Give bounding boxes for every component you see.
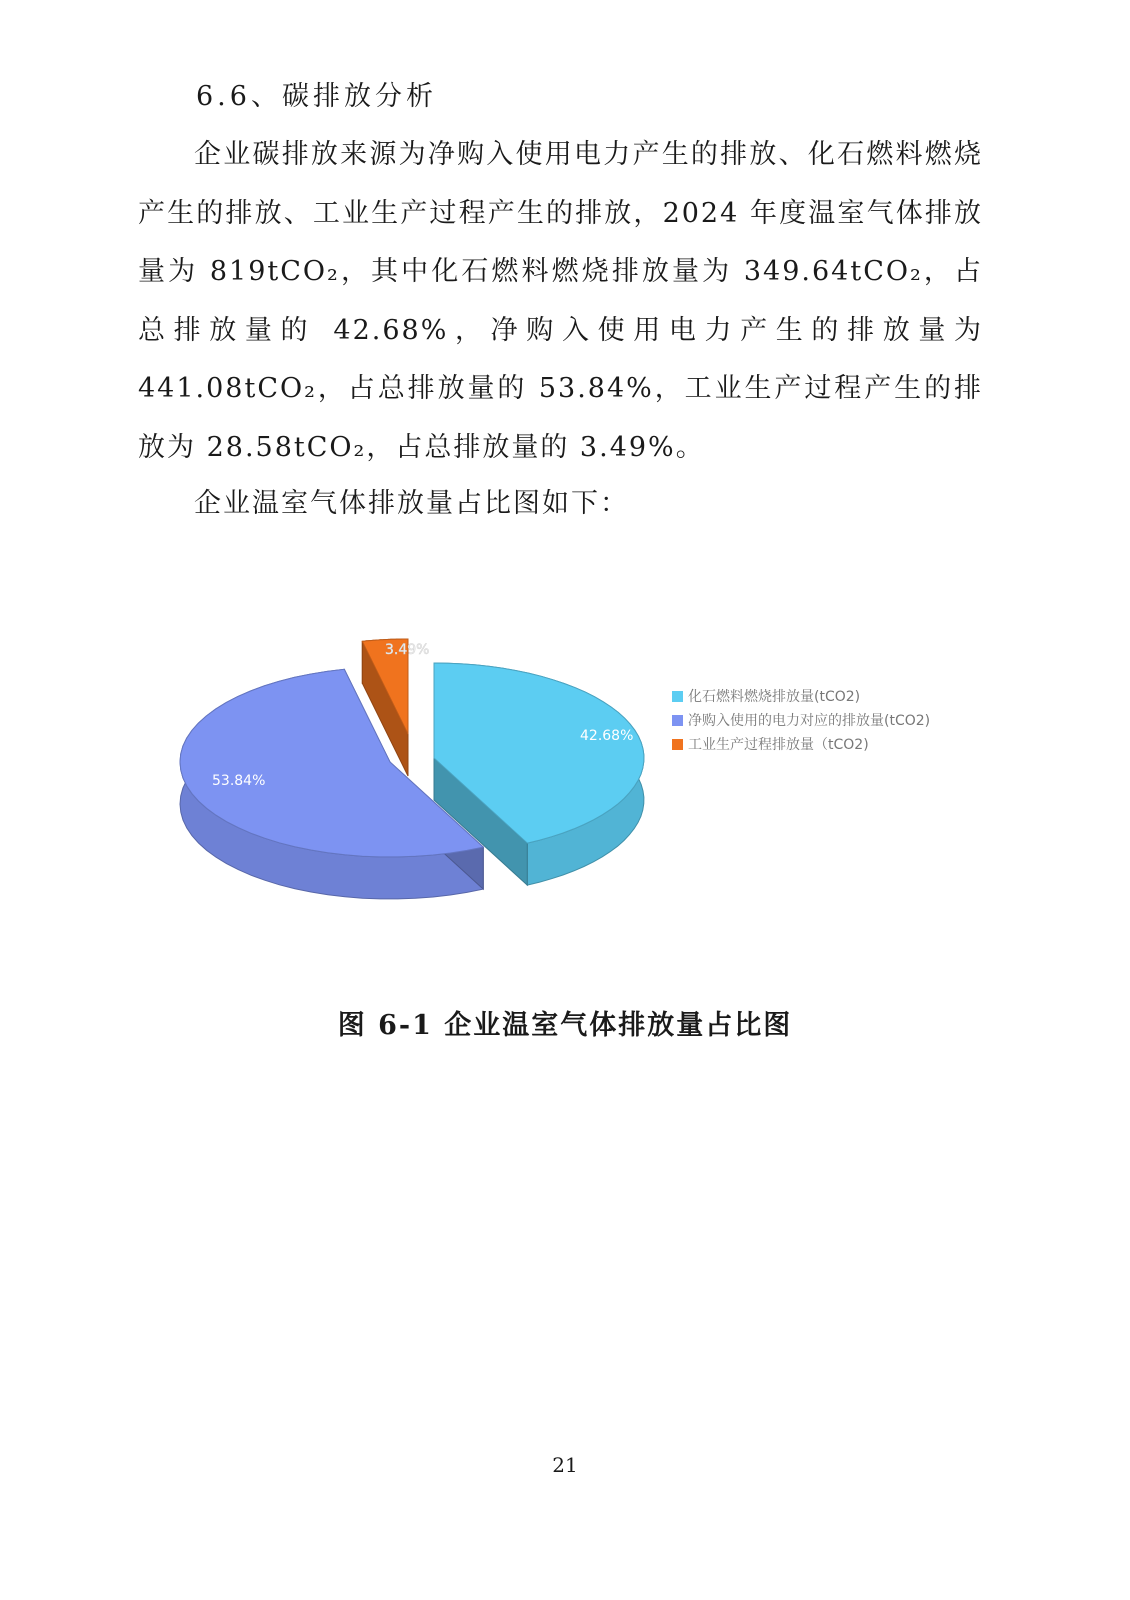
legend-label-industrial: 工业生产过程排放量（tCO2) <box>688 737 869 753</box>
chart-intro-paragraph: 企业温室气体排放量占比图如下： <box>194 488 629 519</box>
slice-label-industrial: 3.49% <box>385 642 430 658</box>
legend-label-electricity: 净购入使用的电力对应的排放量(tCO2) <box>688 713 931 729</box>
emission-pie-chart <box>150 630 990 950</box>
legend-swatch-industrial <box>672 739 683 750</box>
slice-label-fossil: 42.68% <box>580 728 634 744</box>
legend-swatch-fossil <box>672 691 683 702</box>
legend-item-industrial <box>672 732 930 756</box>
legend-item-fossil <box>672 684 930 708</box>
figure-caption: 图 6-1 企业温室气体排放量占比图 <box>337 1010 793 1041</box>
analysis-paragraph: 企业碳排放来源为净购入使用电力产生的排放、化石燃料燃烧产生的排放、工业生产过程产生的排放，2024 年度温室气体排放量为 819tCO₂，其中化石燃料燃烧排放量为 349.64tCO₂，占总排放量的 42.68%，净购入使用电力产生的排放量为 441.08tCO₂，占总排放量的 53.84%，工业生产过程产生的排放为 28.58tCO₂，占总排放量的 3.49%。 <box>138 139 983 463</box>
legend-item-electricity <box>672 708 930 732</box>
slice-label-electricity: 53.84% <box>212 773 266 789</box>
chart-legend <box>672 684 930 756</box>
page-number: 21 <box>552 1453 578 1477</box>
section-heading: 6.6、碳排放分析 <box>196 81 437 112</box>
pie-svg <box>150 630 990 950</box>
legend-swatch-electricity <box>672 715 683 726</box>
legend-label-fossil: 化石燃料燃烧排放量(tCO2) <box>688 689 861 705</box>
